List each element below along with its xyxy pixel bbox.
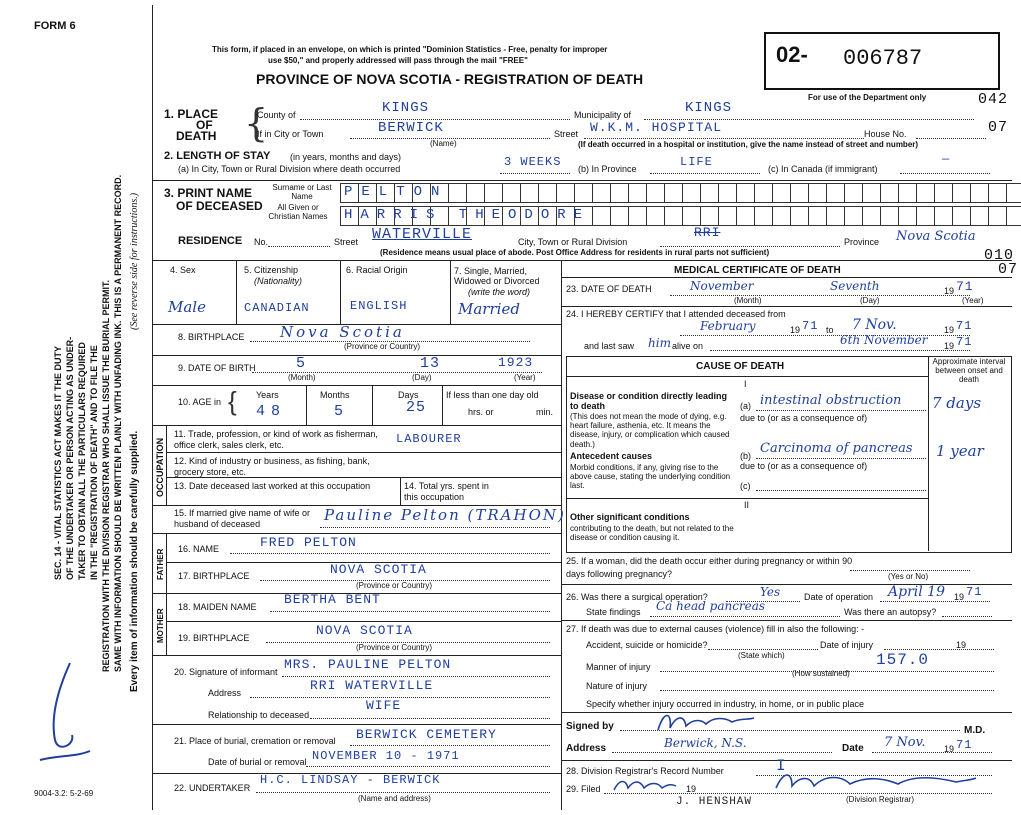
place-of-label: OF [196,118,213,132]
burial-line [350,745,550,746]
from-year-prefix: 19 [790,325,801,335]
divider-cause-part2 [566,498,928,499]
operation-year-value: 71 [966,585,983,599]
stay-label: 2. LENGTH OF STAY [164,150,271,162]
injury-year-prefix: 19 [956,640,967,650]
divider-row11 [166,452,561,453]
from-year-value: 71 [802,319,819,333]
specify-label: Specify whether injury occurred in industry, in home, or in public place [586,699,864,709]
operation-date-label: Date of operation [804,592,874,602]
marital-label: 7. Single, Married, Widowed or Divorced [454,266,540,287]
cause-a-due-label: due to (or as a consequence of) [740,413,868,423]
trade-value: LABOURER [396,432,462,446]
attended-from-value: February [700,319,756,333]
interval-label: Approximate interval between onset and death [932,357,1006,384]
department-code-3: 010 [984,247,1015,264]
residence-no-label: No. [254,237,269,247]
alive-year-prefix: 19 [944,341,955,351]
signed-line [620,730,960,731]
house-line [916,138,986,139]
age-years-value: 48 [256,403,287,420]
cause-c-label: (c) [740,481,751,491]
last-saw-who-value: him [648,336,671,350]
city-label: If in City or Town [257,129,324,139]
injury-date-label: Date of injury [820,640,874,650]
burial-place-value: BERWICK CEMETERY [356,727,497,742]
operation-date-line [880,601,990,602]
alive-line [710,350,970,351]
county-value: KINGS [382,100,430,116]
age-div-3 [442,385,443,425]
operation-year-prefix: 19 [954,592,965,602]
spouse-line [320,527,550,528]
findings-value: Ca head pancreas [656,599,766,613]
dod-month-label: (Month) [734,296,762,305]
marital-value: Married [458,300,520,318]
alive-on-label: alive on [672,341,704,351]
dod-year-label: (Year) [962,296,984,305]
autopsy-line [942,616,992,617]
spouse-label-text: 15. If married give name of wife or husband of deceased [174,508,311,529]
signed-by-label: Signed by [566,721,614,732]
informant-line [282,676,550,677]
row13-divider [400,477,401,505]
cause-b-line [756,458,926,459]
sex-value: Male [168,298,206,316]
findings-line [650,616,840,617]
divider-row19 [152,655,561,656]
place-death-label: DEATH [176,129,217,143]
to-label: to [826,325,834,335]
cause-a-label: (a) [740,401,751,411]
last-saw-label: and last saw [584,341,635,351]
antecedent-note: Morbid conditions, if any, giving rise to the above cause, stating the underlying condition last. [570,463,731,491]
registration-prefix: 02- [776,42,808,67]
sidebar-line5: REGISTRATION WITH THE DIVISION REGISTRAR WHO SHALL ISSUE THE BURIAL PERMIT. [101,279,111,672]
department-code-4: 07 [998,261,1019,278]
divider-row26 [561,620,1012,621]
undertaker-sub: (Name and address) [358,794,431,803]
left-border [152,5,153,810]
findings-label: State findings [586,607,641,617]
injury-date-line [884,649,994,650]
dod-line [670,295,970,296]
stay-a-value: 3 WEEKS [504,155,562,169]
filed-line [604,793,992,794]
dod-year-value: 71 [956,279,974,294]
undertaker-value: H.C. LINDSAY - BERWICK [260,773,441,787]
burial-label: 21. Place of burial, cremation or removal [174,736,336,746]
sex-divider [236,260,237,324]
racial-divider [450,260,451,324]
street-value: W.K.M. HOSPITAL [590,120,723,135]
municipality-label: Municipality of [574,110,632,120]
age-days-label: Days [398,390,419,400]
dob-day-value: 13 [420,355,441,372]
stay-a-label: (a) In City, Town or Rural Division where death occurred [178,164,401,174]
stay-sub-label: (in years, months and days) [290,152,402,162]
how-sustained-label: (How sustained) [792,669,850,678]
signature-address-value: Berwick, N.S. [664,736,747,750]
divider-row23 [561,306,1012,307]
signature-date-value: 7 Nov. [884,735,926,750]
signature-year-value: 71 [956,738,973,752]
operation-date-value: April 19 [888,584,945,600]
q27-label: 27. If death was due to external causes (violence) fill in also the following: - [566,624,865,634]
part-one-label: I [744,379,747,389]
dob-day-label: (Day) [412,373,432,382]
stay-c-line [900,173,990,174]
dob-label: 9. DATE OF BIRTH [178,363,256,373]
dod-day-label: (Day) [860,296,880,305]
place-label: 1. PLACE [164,107,219,121]
dob-year-label: (Year) [514,373,536,382]
divider-row10 [152,425,561,426]
informant-name-value: MRS. PAULINE PELTON [284,657,452,672]
citizenship-value: CANADIAN [244,301,310,315]
print-name-label: 3. PRINT NAME [164,186,253,200]
informant-address-label: Address [208,688,242,698]
divider-row9 [152,385,561,386]
street-label: Street [554,129,579,139]
residence-note: (Residence means usual place of abode. Post Office Address for residents in rural parts not sufficient) [380,248,770,257]
mother-maiden-value: BERTHA BENT [284,592,381,607]
manner-label: Manner of injury [586,662,651,672]
to-year-prefix: 19 [944,325,955,335]
age-months-value: 5 [334,403,345,420]
city-name-label: (Name) [430,139,457,148]
house-label: House No. [864,129,907,139]
sidebar-line8: (See reverse side for instructions.) [129,192,140,330]
undertaker-label: 22. UNDERTAKER [174,783,251,793]
birthplace-label: 8. BIRTHPLACE [178,332,245,342]
registrar-signature [770,768,980,796]
alive-year-value: 71 [956,335,973,349]
trade-label: 11. Trade, profession, or kind of work as fisherman, office clerk, sales clerk, etc. [174,429,378,450]
nature-label: Nature of injury [586,681,648,691]
min-label: min. [536,407,554,417]
relationship-value: WIFE [366,698,402,713]
mother-birthplace-sub: (Province or Country) [356,643,433,652]
cause-b-value: Carcinoma of pancreas [760,441,913,456]
cause-b-label: (b) [740,451,751,461]
given-names-label: All Given or Christian Names [268,203,328,221]
occupation-side-divider [166,425,167,505]
county-label: County of [257,110,296,120]
mother-maiden-label: 18. MAIDEN NAME [178,602,257,612]
q25-sub: (Yes or No) [888,572,929,581]
division-registrar-label: (Division Registrar) [846,795,915,804]
surname-value: PELTON [344,184,449,200]
sex-label: 4. Sex [170,265,196,275]
attended-to-value: 7 Nov. [852,317,897,333]
last-worked-label: 13. Date deceased last worked at this occupation [174,481,371,491]
medical-certificate-title: MEDICAL CERTIFICATE OF DEATH [674,265,841,276]
state-which-label: (State which) [738,651,785,660]
filed-label: 29. Filed [566,784,601,794]
dod-day-value: Seventh [830,279,880,293]
citizenship-label: 5. Citizenship [244,265,299,275]
cause-b-due-label: due to (or as a consequence of) [740,461,868,471]
total-yrs-label: 14. Total yrs. spent in this occupation [404,481,489,502]
to-year-value: 71 [956,319,973,333]
accident-label: Accident, suicide or homicide? [586,640,708,650]
cause-a-interval: 7 days [932,394,982,412]
mother-side-label: MOTHER [156,608,165,643]
other-conditions-label: Other significant conditions [570,512,690,522]
form-title: PROVINCE OF NOVA SCOTIA - REGISTRATION OF DEATH [256,71,644,87]
occupation-side-label: OCCUPATION [155,437,165,497]
department-code-1: 042 [978,91,1009,108]
record-number-value: I [776,757,787,775]
relationship-label: Relationship to deceased [208,710,310,720]
disease-label: Disease or condition directly leading to death [570,391,728,411]
divider-row18 [166,621,561,622]
burial-date-label: Date of burial or removal [208,757,307,767]
age-div-1 [306,385,307,425]
birthplace-value: Nova Scotia [280,323,405,341]
of-deceased-label: OF DECEASED [176,199,263,213]
age-div-2 [372,385,373,425]
marital-sub: (write the word) [468,287,531,297]
divider-row15 [152,533,561,534]
residence-street-value: WATERVILLE [372,226,473,243]
cause-title: CAUSE OF DEATH [696,361,785,372]
municipality-value: KINGS [685,100,733,116]
signature-date-line [872,752,992,753]
residence-city-value: RRI [694,225,721,240]
stay-b-line [650,173,760,174]
mother-maiden-line [270,611,550,612]
residence-label: RESIDENCE [178,235,243,247]
department-code-2: 07 [988,119,1009,136]
interval-column-divider [928,356,929,551]
dod-year-prefix: 19 [944,286,955,296]
signature-year-prefix: 19 [944,744,955,754]
racial-origin-value: ENGLISH [350,299,408,313]
form-code: 9004-3.2: 5-2-69 [34,789,94,798]
divider-row20 [152,724,561,725]
residence-province-value: Nova Scotia [896,229,976,244]
stay-b-value: LIFE [680,155,713,169]
residence-city-line [660,246,840,247]
sidebar-line6: SAME WITH INFORMATION SHOULD BE WRITTEN PLAINLY WITH UNFADING INK. THIS IS A PERMANENT RECORD. [113,174,123,672]
residence-province-label: Province [844,237,880,247]
sidebar-line4: IN THE "REGISTRATION OF DEATH" AND TO FILE THE [89,345,99,580]
autopsy-label: Was there an autopsy? [844,607,937,617]
father-side-label: FATHER [156,548,165,580]
father-birthplace-value: NOVA SCOTIA [330,562,427,577]
informant-label: 20. Signature of informant [174,667,278,677]
divider-after-stay [152,180,1012,181]
signature-address-label: Address [566,743,607,754]
cause-a-value: intestinal obstruction [760,393,902,408]
citizenship-divider [340,260,341,324]
handwritten-initial-mark [30,655,100,770]
part-two-label: II [744,500,750,510]
cause-a-line [756,410,926,411]
undertaker-line [256,792,550,793]
registrar-name-value: J. HENSHAW [676,796,753,808]
age-brace: { [228,386,237,416]
md-label: M.D. [964,725,986,736]
cause-c-line [756,490,926,491]
father-name-line [230,553,550,554]
residence-street-label: Street [334,237,359,247]
mother-birthplace-label: 19. BIRTHPLACE [178,633,250,643]
stay-c-label: (c) In Canada (if immigrant) [768,164,878,174]
stay-b-label: (b) In Province [578,164,637,174]
stay-c-value: — [942,152,951,166]
father-side-divider [166,533,167,593]
age-years-label: Years [256,390,279,400]
divider-row12 [166,477,561,478]
accident-line [708,649,818,650]
street-line [584,138,864,139]
birthplace-sub: (Province or Country) [344,342,421,351]
sidebar-line1: SEC. 14 - VITAL STATISTICS ACT MAKES IT THE DUTY [53,345,63,580]
sidebar-line3: TAKER TO OBTAIN ALL THE PARTICULARS REQUIRED [77,342,87,580]
disease-note: (This does not mean the mode of dying, e.g. heart failure, asthenia, etc. It means the disease, injury, or complication which caused death.) [570,412,730,449]
date-of-death-label: 23. DATE OF DEATH [566,284,652,294]
mail-notice-line1: This form, if placed in an envelope, on which is printed "Dominion Statistics - Free, penalty for improper [212,45,608,54]
manner-code-value: 157.0 [876,651,930,669]
signature-date-label: Date [842,743,864,754]
divider-cause-title [566,376,928,377]
place-brace: { [244,101,269,145]
q25-line [850,570,970,571]
burial-date-value: NOVEMBER 10 - 1971 [312,749,460,763]
father-birthplace-sub: (Province or Country) [356,581,433,590]
center-divider [561,260,562,810]
cause-b-interval: 1 year [936,442,984,460]
dob-month-label: (Month) [288,373,316,382]
sidebar-line2: OF THE UNDERTAKER OR PERSON ACTING AS UNDER- [65,336,75,580]
father-name-label: 16. NAME [178,544,220,554]
citizenship-sub: (Nationality) [254,276,303,286]
dod-month-value: November [690,279,754,293]
divider-medical-title [561,277,1012,278]
dob-month-value: 5 [296,355,307,372]
burial-date-line [306,766,550,767]
q26-value: Yes [760,585,781,599]
father-name-value: FRED PELTON [260,535,357,550]
spouse-value: Pauline Pelton (TRAHON) [324,506,566,524]
mother-side-divider [166,593,167,655]
q26-label: 26. Was there a surgical operation? [566,592,708,602]
department-use-label: For use of the Department only [808,93,927,102]
divider-after-residence [152,260,1012,261]
q25-label: 25. If a woman, did the death occur either during pregnancy or within 90 days following pregnancy? [566,556,853,579]
hrs-label: hrs. or [468,407,494,417]
less-than-day-label: If less than one day old [446,390,539,400]
physician-signature [650,706,760,738]
other-conditions-note: contributing to the death, but not related to the disease or condition causing it. [570,524,734,543]
sidebar-line7: Every item of information should be carefully supplied. [129,430,140,692]
father-birthplace-label: 17. BIRTHPLACE [178,571,250,581]
mother-birthplace-value: NOVA SCOTIA [316,623,413,638]
age-label: 10. AGE in [178,397,222,407]
record-number-label: 28. Division Registrar's Record Number [566,766,724,776]
hospital-note: (If death occurred in a hospital or institution, give the name instead of street and number) [578,140,919,149]
certify-label: 24. I HEREBY CERTIFY that I attended deceased from [566,309,786,319]
age-days-value: 25 [406,399,427,416]
residence-no-line [268,246,330,247]
residence-city-label: City, Town or Rural Division [518,237,628,247]
alive-on-value: 6th November [840,333,928,347]
signature-address-line [612,752,832,753]
dob-year-value: 1923 [498,355,534,370]
informant-address-value: RRI WATERVILLE [310,678,434,693]
city-value: BERWICK [378,120,444,136]
given-names-value: HARRIS THEODORE [344,207,591,223]
mail-notice-line2: use $50," and properly addressed will pass through the mail "FREE" [268,56,528,65]
stay-a-line [500,173,570,174]
form-number: FORM 6 [34,20,76,32]
surname-label: Surname or Last Name [272,183,332,201]
relationship-line [310,718,550,719]
registration-number: 006787 [843,46,923,71]
racial-origin-label: 6. Racial Origin [346,265,408,275]
divider-row27 [561,712,1012,713]
industry-label: 12. Kind of industry or business, as fishing, bank, grocery store, etc. [174,456,370,477]
nature-line [660,690,994,691]
filed-year-prefix: 19 [686,784,697,794]
age-months-label: Months [320,390,350,400]
antecedent-label: Antecedent causes [570,451,653,461]
